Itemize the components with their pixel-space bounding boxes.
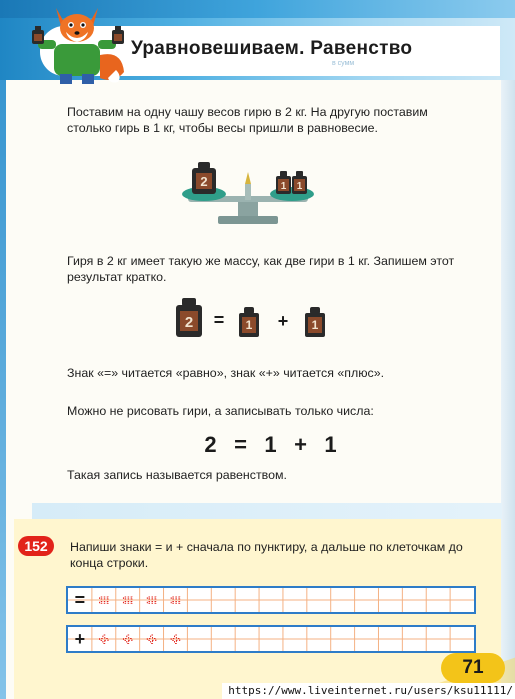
weights-plus-sign: + bbox=[277, 311, 289, 331]
paragraph-signs: Знак «=» читается «равно», знак «+» читается «плюс». bbox=[67, 366, 385, 380]
paragraph-definition: Такая запись называется равенством. bbox=[67, 468, 287, 482]
grid-dotted-guide-sign: = bbox=[98, 591, 109, 610]
grid-dotted-guide-sign: = bbox=[170, 591, 181, 610]
grid-dotted-guide-sign: + bbox=[146, 630, 157, 649]
weight-2kg-label: 2 bbox=[184, 314, 194, 331]
grid-dotted-guide-sign: + bbox=[98, 630, 109, 649]
exercise-instruction: Напиши знаки = и + сначала по пунктиру, а дальше по клеточкам до конца строки. bbox=[70, 540, 463, 570]
writing-grid-plus-cells bbox=[68, 627, 474, 651]
weight-1kg-second-label: 1 bbox=[311, 318, 319, 332]
equality-second-addend: 1 bbox=[324, 432, 338, 457]
writing-grid-row-equals[interactable] bbox=[66, 586, 476, 614]
left-edge-bar bbox=[0, 0, 6, 699]
equality-plus-sign: + bbox=[294, 432, 308, 457]
watermark-url: https://www.liveinternet.ru/users/ksu11111/ bbox=[222, 683, 515, 699]
weight-1kg-first-label: 1 bbox=[245, 318, 253, 332]
equality-equals-sign: = bbox=[234, 432, 248, 457]
scale-right-weight-1-label: 1 bbox=[280, 181, 287, 192]
paragraph-intro: Поставим на одну чашу весов гирю в 2 кг. На другую поставим столько гирь в 1 кг, чтобы весы пришли в равновесие. bbox=[67, 105, 428, 135]
section-divider-band bbox=[32, 503, 502, 519]
equality-expression bbox=[196, 432, 346, 458]
grid-dotted-guide-sign: + bbox=[170, 630, 181, 649]
writing-grid-row-plus[interactable] bbox=[66, 625, 476, 653]
scale-left-weight-label: 2 bbox=[200, 174, 208, 189]
equality-left-number: 2 bbox=[204, 432, 218, 457]
equality-first-addend: 1 bbox=[264, 432, 278, 457]
grid-dotted-guide-sign: = bbox=[122, 591, 133, 610]
paragraph-explanation: Гиря в 2 кг имеет такую же массу, как две гири в 1 кг. Запишем этот результат кратко. bbox=[67, 254, 455, 284]
header-faint-text: в сумм bbox=[332, 60, 355, 67]
grid-dotted-guide-sign: + bbox=[122, 630, 133, 649]
balance-scale-illustration bbox=[178, 158, 318, 226]
page-number: 71 bbox=[441, 653, 505, 683]
right-edge-shade bbox=[501, 0, 515, 699]
scale-right-weight-2-label: 1 bbox=[296, 181, 303, 192]
grid-dotted-guide-sign: = bbox=[146, 591, 157, 610]
exercise-number-badge: 152 bbox=[18, 536, 54, 556]
weights-equals-sign: = bbox=[213, 310, 225, 330]
page-title: Уравновешиваем. Равенство bbox=[131, 38, 413, 59]
writing-grid-equals-cells bbox=[68, 588, 474, 612]
grid-sample-sign: = bbox=[74, 590, 86, 610]
grid-sample-sign: + bbox=[74, 629, 86, 649]
weights-equation-illustration bbox=[172, 296, 332, 340]
paragraph-numbers-only: Можно не рисовать гири, а записывать только числа: bbox=[67, 404, 374, 418]
fox-mascot-icon bbox=[30, 0, 126, 86]
